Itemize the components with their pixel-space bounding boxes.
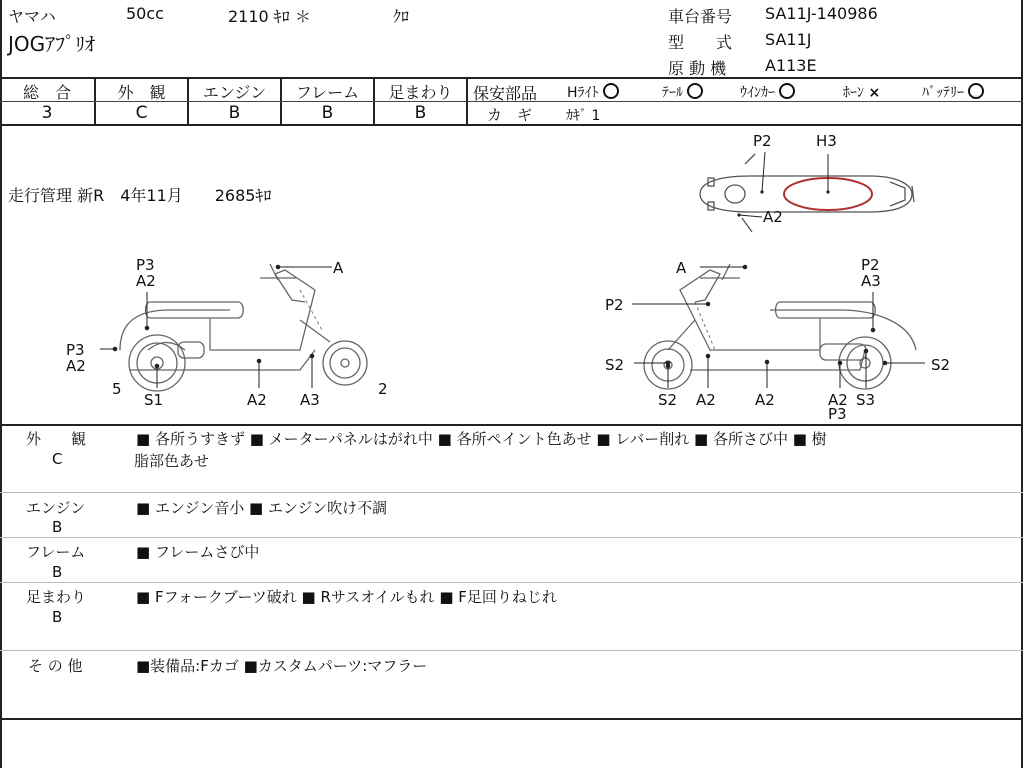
grade-label-engine: エンジン xyxy=(202,83,267,102)
safety-item-headlight: Hﾗｲﾄ xyxy=(567,82,619,102)
divider-diagram xyxy=(0,424,1023,426)
type-value: SA11J xyxy=(765,30,812,49)
remark-grade-engine: B xyxy=(52,518,63,536)
right-label-p3: P3 xyxy=(828,405,847,423)
safety-item-winker: ｳｲﾝｶｰ xyxy=(740,82,795,102)
grade-label-suspension: 足まわり xyxy=(388,83,453,102)
right-label-a2-2: A2 xyxy=(755,391,775,409)
divider-remark-3 xyxy=(0,582,1023,583)
remark-text-exterior-1: ■ 各所うすきず ■ メーターパネルはがれ中 ■ 各所ペイント色あせ ■ レバー削れ ■ 各所さび中 ■ 樹 xyxy=(136,430,827,448)
maker: ヤマハ xyxy=(8,7,56,26)
remark-text-engine: ■ エンジン音小 ■ エンジン吹け不調 xyxy=(136,499,388,517)
divider-remark-1 xyxy=(0,492,1023,493)
divider-remark-2 xyxy=(0,537,1023,538)
grade-label-frame: フレーム xyxy=(295,83,360,102)
remark-grade-exterior: C xyxy=(52,450,63,468)
right-label-p2-top: P2 xyxy=(861,256,880,274)
grade-value-suspension: B xyxy=(414,103,427,123)
ok-circle-icon xyxy=(968,83,984,99)
mileage: 2110 ｷﾛ ＊ xyxy=(228,7,311,26)
right-label-a: A xyxy=(676,259,687,277)
right-label-s2-bottom: S2 xyxy=(658,391,678,409)
left-label-a2-top: A2 xyxy=(136,272,156,290)
divider-bottom xyxy=(0,718,1023,720)
left-label-s1: S1 xyxy=(144,391,164,409)
safety-item-battery: ﾊﾞｯﾃﾘｰ xyxy=(922,82,984,102)
grade-value-exterior: C xyxy=(135,103,148,123)
scooter-top-view xyxy=(690,148,930,238)
safety-item-tail: ﾃｰﾙ xyxy=(662,82,703,102)
ok-circle-icon xyxy=(687,83,703,99)
right-label-a2-1: A2 xyxy=(696,391,716,409)
frame-no: SA11J-140986 xyxy=(765,4,878,23)
top-label-p2: P2 xyxy=(753,132,772,150)
left-label-a: A xyxy=(333,259,344,277)
divider-header xyxy=(0,77,1023,79)
border-right xyxy=(1021,0,1023,768)
scooter-right-view xyxy=(600,250,940,410)
model-name: JOGｱﾌﾟﾘｵ xyxy=(8,32,96,56)
remark-text-other: ■装備品:Fカゴ ■カスタムパーツ:マフラー xyxy=(136,657,428,675)
ok-circle-icon xyxy=(779,83,795,99)
frame-no-label: 車台番号 xyxy=(668,7,733,26)
remark-label-frame: フレーム xyxy=(26,543,86,561)
color: ｸﾛ xyxy=(393,7,410,26)
grade-value-engine: B xyxy=(228,103,241,123)
running-record: 走行管理 新R 4年11月 2685ｷﾛ xyxy=(8,186,272,205)
left-label-a2-side: A2 xyxy=(66,357,86,375)
ok-circle-icon xyxy=(603,83,619,99)
engine-label: 原 動 機 xyxy=(668,59,727,78)
right-label-s3: S3 xyxy=(856,391,876,409)
left-label-2: 2 xyxy=(378,380,388,398)
displacement: 50cc xyxy=(126,4,164,23)
right-label-p2-side: P2 xyxy=(605,296,624,314)
right-label-s2-left: S2 xyxy=(605,356,625,374)
grade-label-overall: 総 合 xyxy=(22,83,71,102)
remark-label-engine: エンジン xyxy=(26,499,86,517)
ng-cross-icon: × xyxy=(868,85,881,101)
remark-text-frame: ■ フレームさび中 xyxy=(136,543,260,561)
scooter-left-view xyxy=(60,250,400,410)
grade-value-overall: 3 xyxy=(41,103,53,123)
remark-grade-suspension: B xyxy=(52,608,63,626)
key-label: カ ギ xyxy=(487,106,533,124)
top-label-a2: A2 xyxy=(763,208,783,226)
remark-label-suspension: 足まわり xyxy=(26,588,87,606)
left-label-p3-side: P3 xyxy=(66,341,85,359)
top-label-h3: H3 xyxy=(816,132,837,150)
safety-item-horn: ﾎｰﾝ × xyxy=(843,85,881,101)
divider-remark-4 xyxy=(0,650,1023,651)
grade-value-frame: B xyxy=(321,103,334,123)
remark-text-exterior-2: 脂部色あせ xyxy=(134,452,210,470)
engine-value: A113E xyxy=(765,56,817,75)
remark-label-other: そ の 他 xyxy=(28,657,83,675)
left-label-a2-bottom: A2 xyxy=(247,391,267,409)
left-label-a3: A3 xyxy=(300,391,320,409)
grade-label-exterior: 外 観 xyxy=(117,83,166,102)
key-value: ｶｷﾞ 1 xyxy=(566,108,601,124)
left-label-p3-top: P3 xyxy=(136,256,155,274)
remark-grade-frame: B xyxy=(52,563,63,581)
remark-text-suspension: ■ Fフォークブーツ破れ ■ Rサスオイルもれ ■ F足回りねじれ xyxy=(136,588,557,606)
type-label: 型 式 xyxy=(668,33,733,52)
remark-label-exterior: 外 観 xyxy=(26,430,87,448)
left-label-5: 5 xyxy=(112,380,122,398)
right-label-s2-right: S2 xyxy=(931,356,951,374)
safety-label: 保安部品 xyxy=(473,84,538,103)
right-label-a3-top: A3 xyxy=(861,272,881,290)
right-label-a2-3: A2 xyxy=(828,391,848,409)
